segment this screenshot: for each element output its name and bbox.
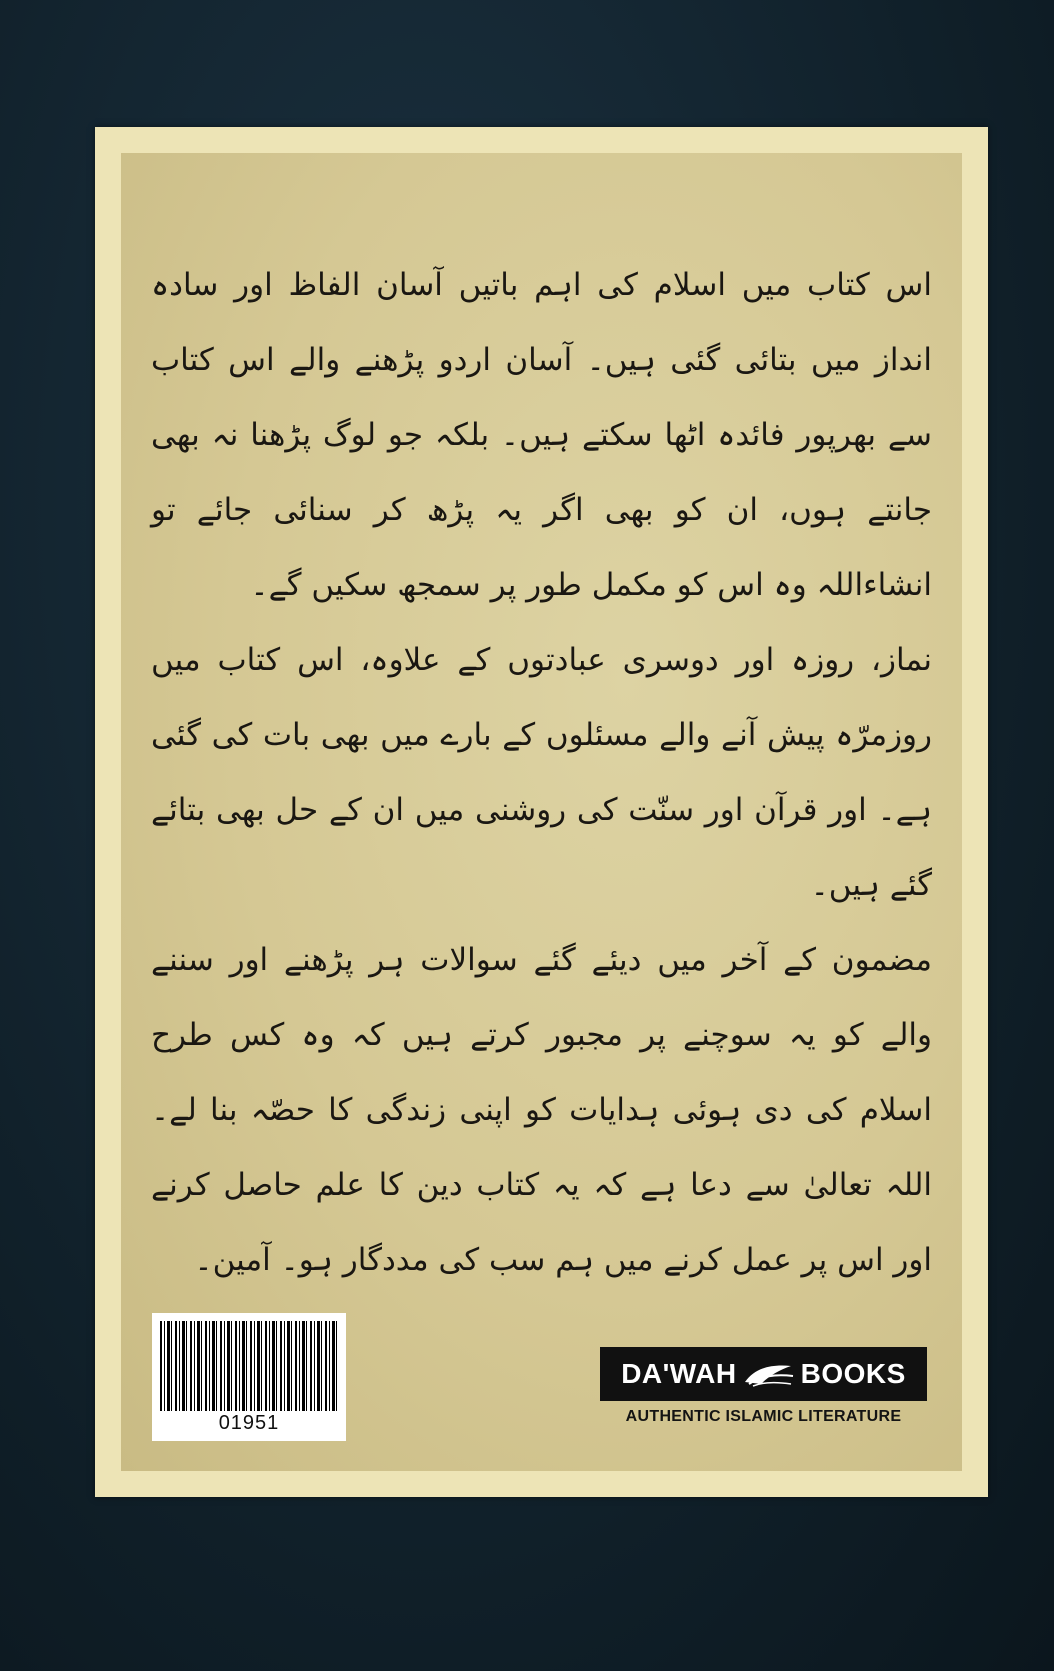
- publisher-tagline: AUTHENTIC ISLAMIC LITERATURE: [625, 1408, 902, 1425]
- publisher-name-right: BOOKS: [800, 1358, 906, 1389]
- paragraph-2: نماز، روزہ اور دوسری عبادتوں کے علاوہ، اس کتاب میں روزمرّہ پیش آنے والے مسئلوں کے بارے میں بھی بات کی گئی ہے۔ اور قرآن اور سنّت کی روشنی میں ان کے حل بھی بتائے گئے ہیں۔: [151, 642, 932, 903]
- barcode-number: 01951: [218, 1412, 280, 1434]
- publisher-name-left: DA'WAH: [621, 1358, 737, 1389]
- publisher-logo: [600, 1347, 927, 1401]
- paragraph-3: مضمون کے آخر میں دیئے گئے سوالات ہر پڑھنے اور سننے والے کو یہ سوچنے پر مجبور کرتے ہیں کہ وہ کس طرح اسلام کی دی ہوئی ہدایات کو اپنی زندگی کا حصّہ بنا لے۔ اللہ تعالیٰ سے دعا ہے کہ یہ کتاب دین کا علم حاصل کرنے اور اس پر عمل کرنے میں ہم سب کی مددگار ہو۔ آمین۔: [151, 942, 932, 1278]
- book-leaf-icon: [741, 1358, 797, 1390]
- barcode-bars: [160, 1321, 338, 1411]
- paragraph-1: اس کتاب میں اسلام کی اہم باتیں آسان الفاظ اور سادہ انداز میں بتائی گئی ہیں۔ آسان اردو پڑھنے والے اس کتاب سے بھرپور فائدہ اٹھا سکتے ہیں۔ بلکہ جو لوگ پڑھنا نہ بھی جانتے ہوں، ان کو بھی اگر یہ پڑھ کر سنائی جائے تو انشاءاللہ وہ اس کو مکمل طور پر سمجھ سکیں گے۔: [151, 267, 932, 603]
- text-area: [121, 153, 962, 1471]
- description-text: [151, 248, 932, 1298]
- back-cover-panel: [95, 127, 988, 1497]
- barcode: [152, 1313, 346, 1441]
